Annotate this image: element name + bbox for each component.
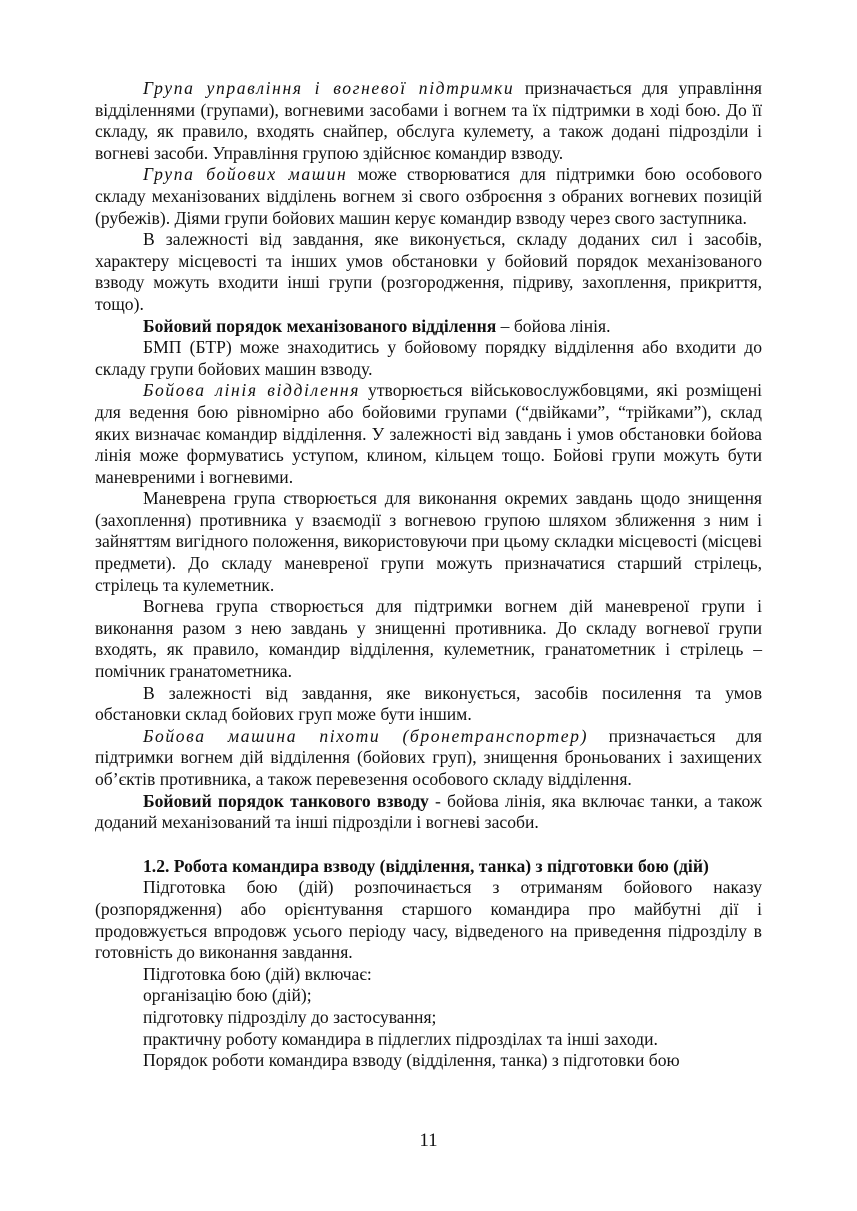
- paragraph-tank-platoon-order: Бойовий порядок танкового взводу - бойова лінія, яка включає танки, а також доданий механізований та інші підрозділи і вогневі засоби.: [95, 790, 762, 833]
- paragraph-ifv: Бойова машина піхоти (бронетранспортер) призначається для підтримки вогнем дій відділення (бойових груп), знищення броньованих і захищених об’єктів противника, а також перевезення особового складу відділення.: [95, 725, 762, 789]
- term-squad-line: Бойова лінія відділення: [143, 380, 361, 401]
- section-gap: [95, 834, 762, 856]
- list-item: практичну роботу командира в підлеглих підрозділах та інші заходи.: [143, 1028, 658, 1049]
- list-intro: Підготовка бою (дій) включає:: [143, 963, 372, 984]
- paragraph-squad-battle-order: Бойовий порядок механізованого відділення – бойова лінія.: [143, 315, 611, 336]
- section-paragraph-preparation: Підготовка бою (дій) розпочинається з отриманям бойового наказу (розпорядження) або орієнтування старшого командира про майбутні дії і продовжується впродовж усього періоду часу, відведеного на приведення підрозділу в готовність до виконання завдання.: [95, 877, 762, 963]
- list-item: організацію бою (дій);: [143, 985, 312, 1006]
- paragraph-bmp: БМП (БТР) може знаходитись у бойовому порядку відділення або входити до складу групи бойових машин взводу.: [95, 337, 762, 379]
- term-squad-battle-order: Бойовий порядок механізованого відділення: [143, 315, 497, 336]
- section-heading: 1.2. Робота командира взводу (відділення, танка) з підготовки бою (дій): [143, 855, 709, 876]
- document-body: [95, 78, 762, 1072]
- section-paragraph-procedure: Порядок роботи командира взводу (відділення, танка) з підготовки бою: [143, 1050, 680, 1071]
- paragraph-fire-group: Вогнева група створюється для підтримки вогнем дій маневреної групи і виконання разом з нею завдань у знищенні противника. До складу вогневої групи входять, як правило, командир відділення, кулеметник, гранатометник і стрілець – помічник гранатометника.: [95, 596, 762, 682]
- paragraph-combat-vehicles-group: Група бойових машин може створюватися для підтримки бою особового складу механізованих відділень вогнем зі свого озброєння з обраних вогневих позицій (рубежів). Діями групи бойових машин керує командир взводу через свого заступника.: [95, 164, 762, 228]
- paragraph-squad-line: Бойова лінія відділення утворюється військовослужбовцями, які розміщені для ведення бою рівномірно або бойовими групами (“двійками”, “трійками”), склад яких визначає командир відділення. У залежності від завдань і умов обстановки бойова лінія може формуватись уступом, клином, кільцем тощо. Бойові групи можуть бути маневреними і вогневими.: [95, 380, 762, 487]
- paragraph-group-composition: В залежності від завдання, яке виконується, засобів посилення та умов обстановки склад бойових груп може бути іншим.: [95, 682, 762, 725]
- paragraph-control-group: Група управління і вогневої підтримки призначається для управління відділеннями (групами), вогневими засобами і вогнем та їх підтримки в ході бою. До її складу, як правило, входять снайпер, обслуга кулемету, а також додані підрозділи і вогневі засоби. Управління групою здійснює командир взводу.: [95, 78, 762, 163]
- list-item: підготовку підрозділу до застосування;: [143, 1006, 437, 1027]
- term-tank-platoon-order: Бойовий порядок танкового взводу: [143, 790, 429, 811]
- page-number: 11: [419, 1130, 438, 1151]
- paragraph-other-groups: В залежності від завдання, яке виконується, складу доданих сил і засобів, характеру місцевості та інших умов обстановки у бойовий порядок механізованого взводу можуть входити інші групи (розгородження, підриву, захоплення, прикриття, тощо).: [95, 229, 762, 314]
- term-combat-vehicles-group: Група бойових машин: [143, 164, 348, 185]
- term-ifv: Бойова машина піхоти (бронетранспортер): [143, 725, 589, 746]
- paragraph-maneuver-group: Маневрена група створюється для виконання окремих завдань щодо знищення (захоплення) противника у взаємодії з вогневою групою шляхом зближення з ним і зайняттям вигідного положення, використовуючи при цьому складки місцевості (місцеві предмети). До складу маневреної групи можуть призначатися старший стрілець, стрілець та кулеметник.: [95, 488, 762, 595]
- term-control-group: Група управління і вогневої підтримки: [143, 78, 515, 98]
